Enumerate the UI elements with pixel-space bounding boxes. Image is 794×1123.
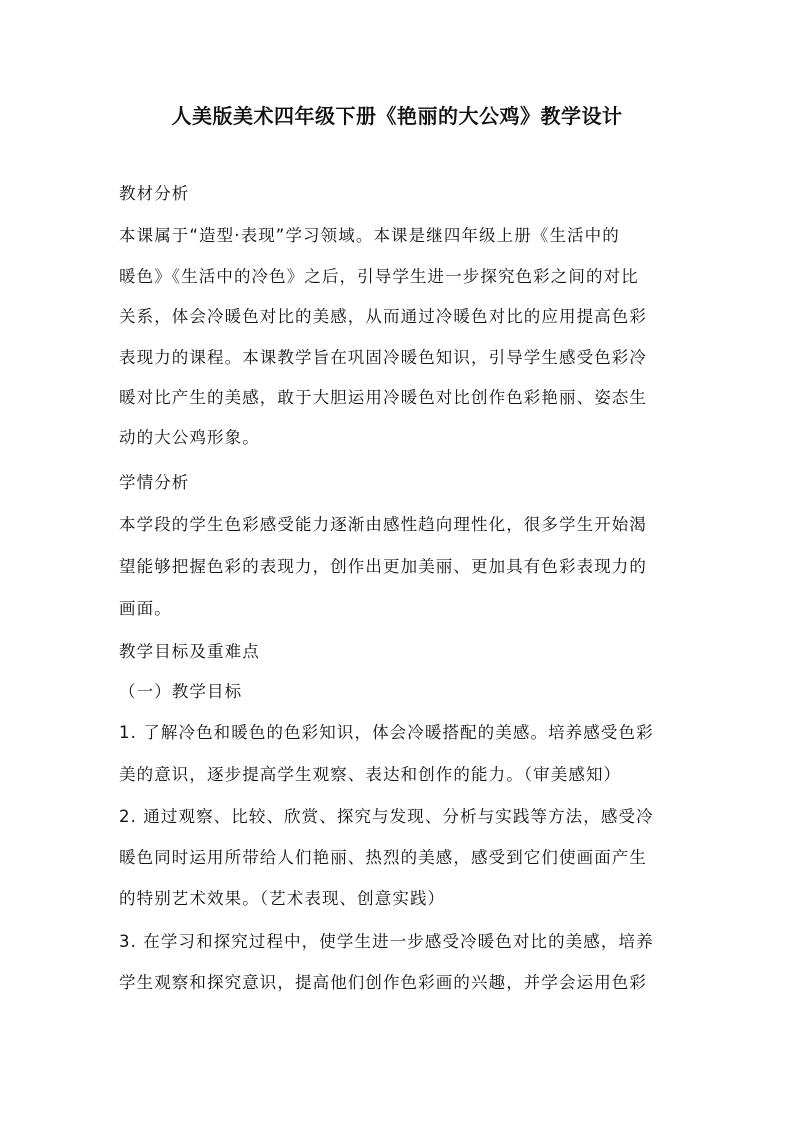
document-title: 人美版美术四年级下册《艳丽的大公鸡》教学设计 [171, 104, 623, 128]
paragraph-line: 望能够把握色彩的表现力，创作出更加美丽、更加具有色彩表现力的 [119, 557, 647, 576]
paragraph-line: 暖色》《生活中的冷色》之后，引导学生进一步探究色彩之间的对比 [119, 267, 639, 286]
subheading-teaching-goals: （一）教学目标 [119, 682, 243, 701]
section-heading-learner-analysis: 学情分析 [119, 473, 190, 492]
paragraph-line: 本学段的学生色彩感受能力逐渐由感性趋向理性化，很多学生开始渴 [119, 515, 647, 534]
paragraph-line: 本课属于“造型·表现”学习领域。本课是继四年级上册《生活中的 [119, 226, 620, 245]
goal-2-line: 的特别艺术效果。（艺术表现、创意实践） [119, 889, 446, 908]
paragraph-line: 关系，体会冷暖色对比的美感，从而通过冷暖色对比的应用提高色彩 [119, 307, 647, 326]
goal-1-line: 美的意识，逐步提高学生观察、表达和创作的能力。（审美感知） [119, 765, 622, 784]
goal-3-line: 学生观察和探究意识，提高他们创作色彩画的兴趣，并学会运用色彩 [119, 973, 647, 992]
section-heading-objectives: 教学目标及重难点 [119, 642, 260, 661]
paragraph-line: 表现力的课程。本课教学旨在巩固冷暖色知识，引导学生感受色彩冷 [119, 348, 647, 367]
paragraph-line: 暖对比产生的美感，敢于大胆运用冷暖色对比创作色彩艳丽、姿态生 [119, 388, 647, 407]
goal-2-line: 2. 通过观察、比较、欣赏、探究与发现、分析与实践等方法，感受冷 [119, 807, 654, 826]
goal-1-line: 1. 了解冷色和暖色的色彩知识，体会冷暖搭配的美感。培养感受色彩 [119, 723, 654, 742]
goal-3-line: 3. 在学习和探究过程中，使学生进一步感受冷暖色对比的美感，培养 [119, 932, 654, 951]
paragraph-line: 动的大公鸡形象。 [119, 428, 260, 447]
goal-2-line: 暖色同时运用所带给人们艳丽、热烈的美感，感受到它们使画面产生 [119, 848, 647, 867]
paragraph-line: 画面。 [119, 599, 172, 618]
section-heading-textbook-analysis: 教材分析 [119, 184, 190, 203]
